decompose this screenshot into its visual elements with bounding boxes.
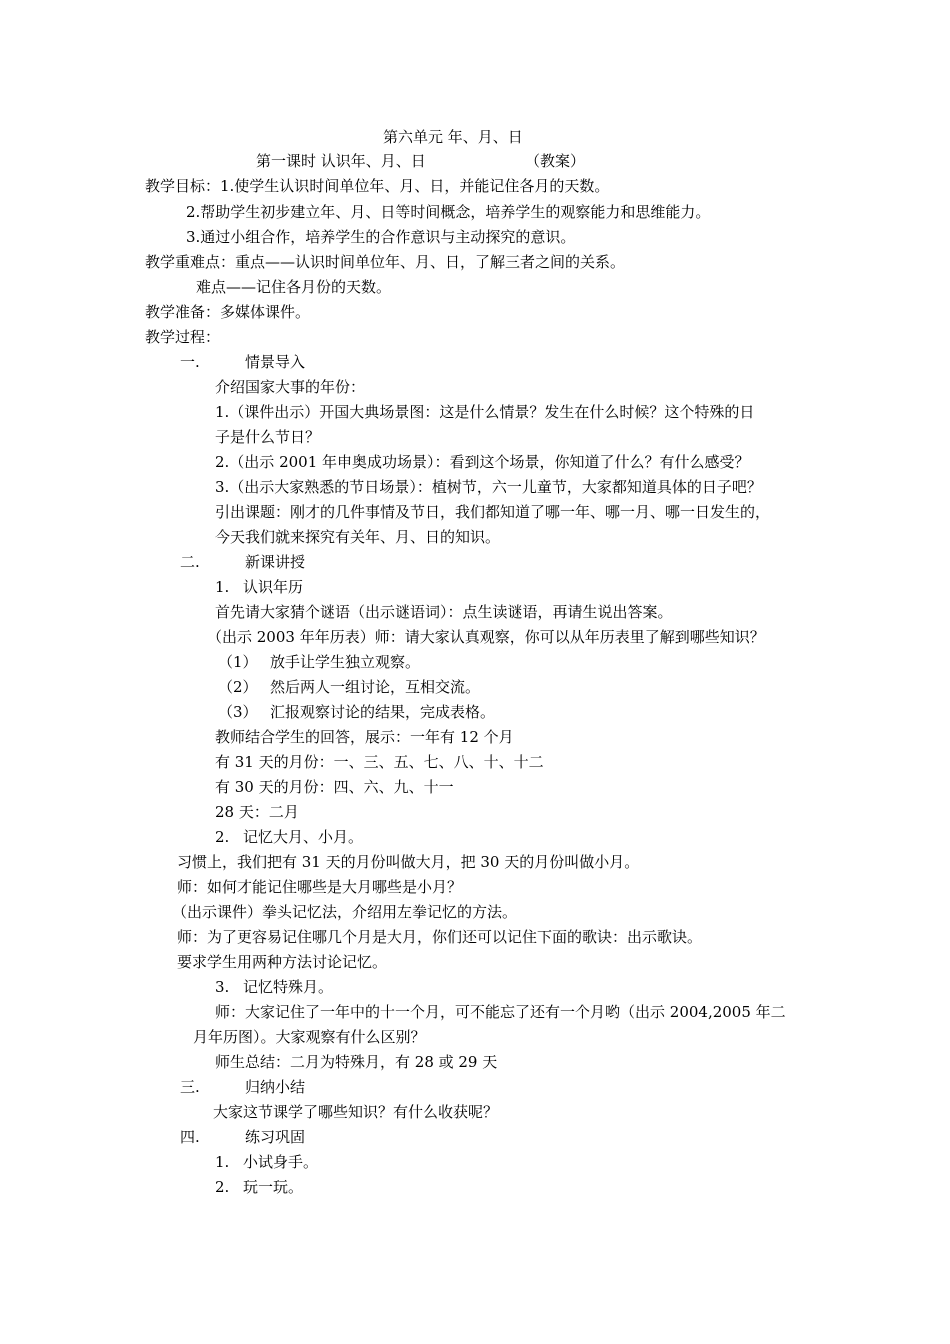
step-text: 然后两人一组讨论，互相交流。: [270, 678, 481, 696]
goal-line-1: 教学目标：1.使学生认识时间单位年、月、日，并能记住各月的天数。: [145, 177, 610, 195]
lesson-title: 第一课时 认识年、月、日: [256, 152, 426, 170]
section-2-line: 师：为了更容易记住哪几个月是大月，你们还可以记住下面的歌诀：出示歌诀。: [177, 928, 703, 946]
section-2-line: 师：大家记住了一年中的十一个月，可不能忘了还有一个月哟（出示 2004,2005 年二: [215, 1003, 786, 1021]
step-number: （1）: [218, 653, 258, 671]
practice-item-number: 1.: [215, 1153, 230, 1171]
section-1-line: 2.（出示 2001 年申奥成功场景）：看到这个场景，你知道了什么？有什么感受？: [215, 453, 750, 471]
section-2-number: 二.: [180, 553, 200, 571]
subsection-3-number: 3.: [215, 978, 230, 996]
step-number: （2）: [218, 678, 258, 696]
section-2-line: 教师结合学生的回答，展示：一年有 12 个月: [215, 728, 514, 746]
section-2-line: 有 30 天的月份：四、六、九、十一: [215, 778, 454, 796]
key-points-line-1: 教学重难点：重点——认识时间单位年、月、日，了解三者之间的关系。: [145, 253, 626, 271]
section-3-number: 三.: [180, 1078, 200, 1096]
subsection-2-title: 记忆大月、小月。: [243, 828, 364, 846]
section-2-line: 师：如何才能记住哪些是大月哪些是小月？: [177, 878, 463, 896]
step-number: （3）: [218, 703, 258, 721]
section-1-line: 1.（课件出示）开国大典场景图：这是什么情景？发生在什么时候？这个特殊的日: [215, 403, 755, 421]
section-2-title: 新课讲授: [245, 553, 306, 571]
section-4-number: 四.: [180, 1128, 200, 1146]
section-3-title: 归纳小结: [245, 1078, 306, 1096]
section-1-line: 子是什么节日？: [215, 428, 321, 446]
document-title: 第六单元 年、月、日: [383, 128, 523, 146]
subsection-1-number: 1.: [215, 578, 230, 596]
goal-line-3: 3.通过小组合作，培养学生的合作意识与主动探究的意识。: [186, 228, 576, 246]
key-points-line-2: 难点——记住各月份的天数。: [196, 278, 392, 296]
section-2-line: 习惯上，我们把有 31 天的月份叫做大月，把 30 天的月份叫做小月。: [177, 853, 640, 871]
section-2-line: 月年历图）。大家观察有什么区别？: [193, 1028, 426, 1046]
section-2-line: 师生总结：二月为特殊月，有 28 或 29 天: [215, 1053, 498, 1071]
practice-item-text: 小试身手。: [243, 1153, 319, 1171]
section-1-line: 引出课题：刚才的几件事情及节日，我们都知道了哪一年、哪一月、哪一日发生的，: [215, 503, 771, 521]
section-1-line: 介绍国家大事的年份：: [215, 378, 366, 396]
subsection-1-title: 认识年历: [243, 578, 304, 596]
document-type-label: （教案）: [525, 152, 586, 170]
section-3-line: 大家这节课学了哪些知识？有什么收获呢？: [213, 1103, 499, 1121]
section-4-title: 练习巩固: [245, 1128, 306, 1146]
step-text: 汇报观察讨论的结果，完成表格。: [270, 703, 496, 721]
practice-item-number: 2.: [215, 1178, 230, 1196]
subsection-3-title: 记忆特殊月。: [243, 978, 334, 996]
section-2-line: （出示 2003 年年历表）师：请大家认真观察，你可以从年历表里了解到哪些知识？: [207, 628, 765, 646]
section-2-line: 28 天：二月: [215, 803, 299, 821]
section-1-title: 情景导入: [245, 353, 306, 371]
section-2-line: 首先请大家猜个谜语（出示谜语词）：点生读谜语，再请生说出答案。: [215, 603, 673, 621]
process-label: 教学过程：: [145, 328, 221, 346]
section-2-line: 有 31 天的月份：一、三、五、七、八、十、十二: [215, 753, 544, 771]
section-2-line: （出示课件）拳头记忆法，介绍用左拳记忆的方法。: [172, 903, 518, 921]
section-1-line: 3.（出示大家熟悉的节日场景）：植树节，六一儿童节，大家都知道具体的日子吧？: [215, 478, 762, 496]
subsection-2-number: 2.: [215, 828, 230, 846]
practice-item-text: 玩一玩。: [243, 1178, 304, 1196]
section-1-number: 一.: [180, 353, 200, 371]
goal-line-2: 2.帮助学生初步建立年、月、日等时间概念，培养学生的观察能力和思维能力。: [186, 203, 711, 221]
section-1-line: 今天我们就来探究有关年、月、日的知识。: [215, 528, 501, 546]
step-text: 放手让学生独立观察。: [270, 653, 421, 671]
preparation-line: 教学准备：多媒体课件。: [145, 303, 311, 321]
section-2-line: 要求学生用两种方法讨论记忆。: [177, 953, 388, 971]
